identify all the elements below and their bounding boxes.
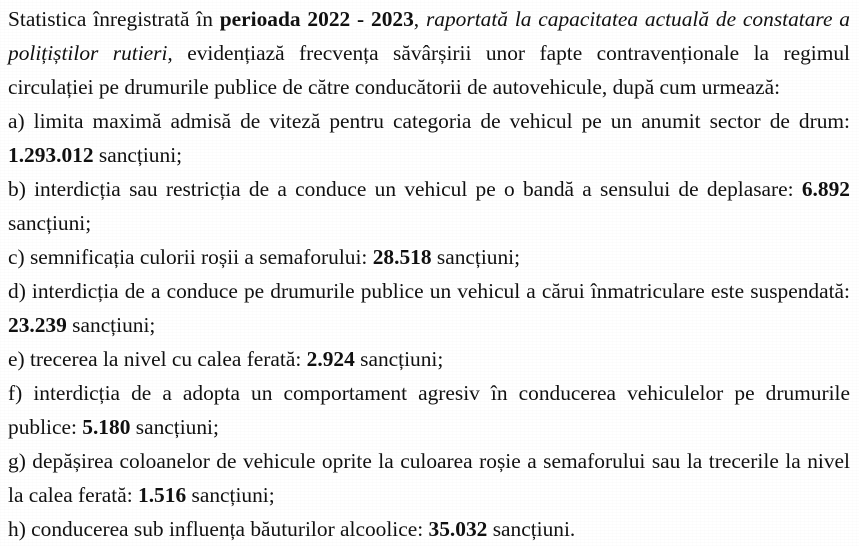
list-item-h <box>8 512 850 546</box>
item-text-after: sancțiuni; <box>130 415 219 439</box>
item-text-after: sancțiuni. <box>487 517 576 541</box>
item-marker: f) <box>8 381 23 405</box>
intro-text-tail: evidențiază frecvența săvârșirii unor fapte contravenționale la regimul circulației pe drumurile publice de către conducătorii de autovehicule, după cum urmează: <box>8 41 850 99</box>
list-item-g <box>8 444 850 512</box>
item-sanction-count: 5.180 <box>82 415 131 439</box>
item-sanction-count: 1.516 <box>138 483 187 507</box>
item-text-before: interdicția de a conduce pe drumurile publice un vehicul a cărui înmatriculare este suspendată: <box>25 279 850 303</box>
list-item-a <box>8 104 850 172</box>
item-text-before: semnificația culorii roșii a semaforului: <box>24 245 373 269</box>
item-text-before: interdicția de a adopta un comportament agresiv în conducerea vehiculelor pe drumurile publice: <box>8 381 850 439</box>
item-sanction-count: 2.924 <box>306 347 355 371</box>
item-text-before: conducerea sub influența băuturilor alcoolice: <box>25 517 429 541</box>
item-sanction-count: 1.293.012 <box>8 143 94 167</box>
intro-italic-clause: raportată la capacitatea actuală de constatare a polițiștilor rutieri, <box>8 7 850 65</box>
intro-text-comma: , <box>413 7 426 31</box>
list-item-c <box>8 240 850 274</box>
item-marker: c) <box>8 245 25 269</box>
item-marker: g) <box>8 449 26 473</box>
intro-text-lead: Statistica înregistrată în <box>8 7 220 31</box>
item-marker: d) <box>8 279 26 303</box>
list-item-b <box>8 172 850 240</box>
item-marker: a) <box>8 109 25 133</box>
item-text-after: sancțiuni; <box>431 245 521 269</box>
item-text-after: sancțiuni; <box>354 347 444 371</box>
item-sanction-count: 23.239 <box>8 313 67 337</box>
item-marker: h) <box>8 517 26 541</box>
item-text-after: sancțiuni; <box>66 313 156 337</box>
intro-paragraph <box>8 2 850 104</box>
item-text-after: sancțiuni; <box>186 483 275 507</box>
intro-period-bold: perioada 2022 - 2023 <box>219 7 414 31</box>
list-item-e <box>8 342 850 376</box>
item-text-after: sancțiuni; <box>8 211 92 235</box>
item-text-before: depășirea coloanelor de vehicule oprite la culoarea roșie a semaforului sau la trecerile la nivel la calea ferată: <box>8 449 850 507</box>
item-text-before: limita maximă admisă de viteză pentru categoria de vehicul pe un anumit sector de drum: <box>24 109 850 133</box>
item-text-after: sancțiuni; <box>93 143 183 167</box>
item-sanction-count: 6.892 <box>801 177 850 201</box>
item-sanction-count: 35.032 <box>428 517 488 541</box>
item-text-before: interdicția sau restricția de a conduce un vehicul pe o bandă a sensului de deplasare: <box>25 177 802 201</box>
item-marker: e) <box>8 347 25 371</box>
item-sanction-count: 28.518 <box>372 245 432 269</box>
item-text-before: trecerea la nivel cu calea ferată: <box>24 347 307 371</box>
list-item-d <box>8 274 850 342</box>
item-marker: b) <box>8 177 26 201</box>
list-item-f <box>8 376 850 444</box>
